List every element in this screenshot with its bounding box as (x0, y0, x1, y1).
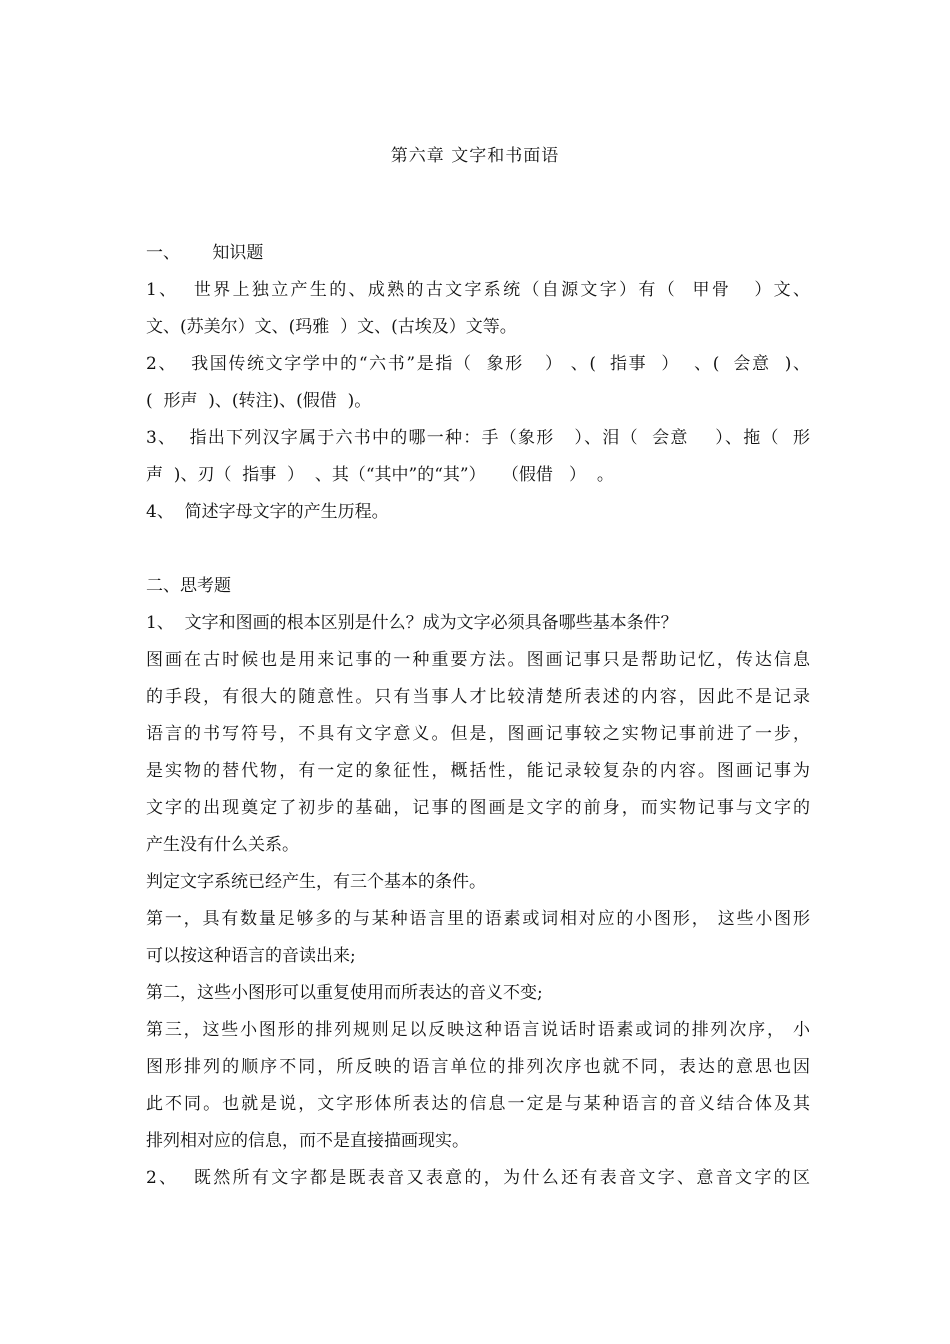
question-1-line-2: 文、(苏美尔）文、(玛雅 ）文、(古埃及）文等。 (146, 317, 517, 337)
paragraph-line: 第二，这些小图形可以重复使用而所表达的音义不变; (146, 983, 543, 1003)
question-3-line-2: 声 )、刃（ 指事 ） 、其（“其中”的“其”） （假借 ） 。 (146, 465, 614, 485)
paragraph-line: 可以按这种语言的音读出来; (146, 946, 356, 966)
paragraph-line: 图形排列的顺序不同，所反映的语言单位的排列次序也就不同，表达的意思也因 (146, 1057, 810, 1077)
spacer (146, 531, 810, 568)
question-3-line-1: 3、 指出下列汉字属于六书中的哪一种：手（象形 ）、泪（ 会意 ）、拖（ 形 (146, 428, 810, 448)
question-2-line-2: ( 形声 )、(转注)、(假借 )。 (146, 391, 372, 411)
page-title: 第六章 文字和书面语 (390, 146, 560, 166)
paragraph-line: 的手段，有很大的随意性。只有当事人才比较清楚所表述的内容，因此不是记录 (146, 687, 810, 707)
paragraph-line: 第一，具有数量足够多的与某种语言里的语素或词相对应的小图形， 这些小图形 (146, 909, 810, 929)
paragraph-line: 此不同。也就是说，文字形体所表达的信息一定是与某种语言的音义结合体及其 (146, 1094, 810, 1114)
paragraph-line: 是实物的替代物，有一定的象征性，概括性，能记录较复杂的内容。图画记事为 (146, 761, 810, 781)
paragraph-line: 文字的出现奠定了初步的基础，记事的图画是文字的前身，而实物记事与文字的 (146, 798, 810, 818)
paragraph-line: 产生没有什么关系。 (146, 835, 299, 855)
section-heading-thinking: 二、思考题 (146, 576, 231, 596)
paragraph-line: 排列相对应的信息，而不是直接描画现实。 (146, 1131, 469, 1151)
question-1-line-1: 1、 世界上独立产生的、成熟的古文字系统（自源文字）有（ 甲骨 ）文、 (146, 280, 810, 300)
question-4: 4、 简述字母文字的产生历程。 (146, 502, 389, 522)
paragraph-line: 第三，这些小图形的排列规则足以反映这种语言说话时语素或词的排列次序， 小 (146, 1020, 810, 1040)
thinking-question-2-line-1: 2、 既然所有文字都是既表音又表意的，为什么还有表音文字、意音文字的区 (146, 1168, 810, 1188)
thinking-question-1: 1、 文字和图画的根本区别是什么？成为文字必须具备哪些基本条件？ (146, 613, 678, 633)
document-body (146, 235, 810, 1197)
section-heading-knowledge: 一、 知识题 (146, 243, 264, 263)
paragraph-line: 图画在古时候也是用来记事的一种重要方法。图画记事只是帮助记忆，传达信息 (146, 650, 810, 670)
paragraph-line: 语言的书写符号，不具有文字意义。但是，图画记事较之实物记事前进了一步， (146, 724, 810, 744)
question-2-line-1: 2、 我国传统文字学中的“六书”是指（ 象形 ） 、( 指事 ） 、( 会意 )、 (146, 354, 810, 374)
paragraph-line: 判定文字系统已经产生，有三个基本的条件。 (146, 872, 486, 892)
